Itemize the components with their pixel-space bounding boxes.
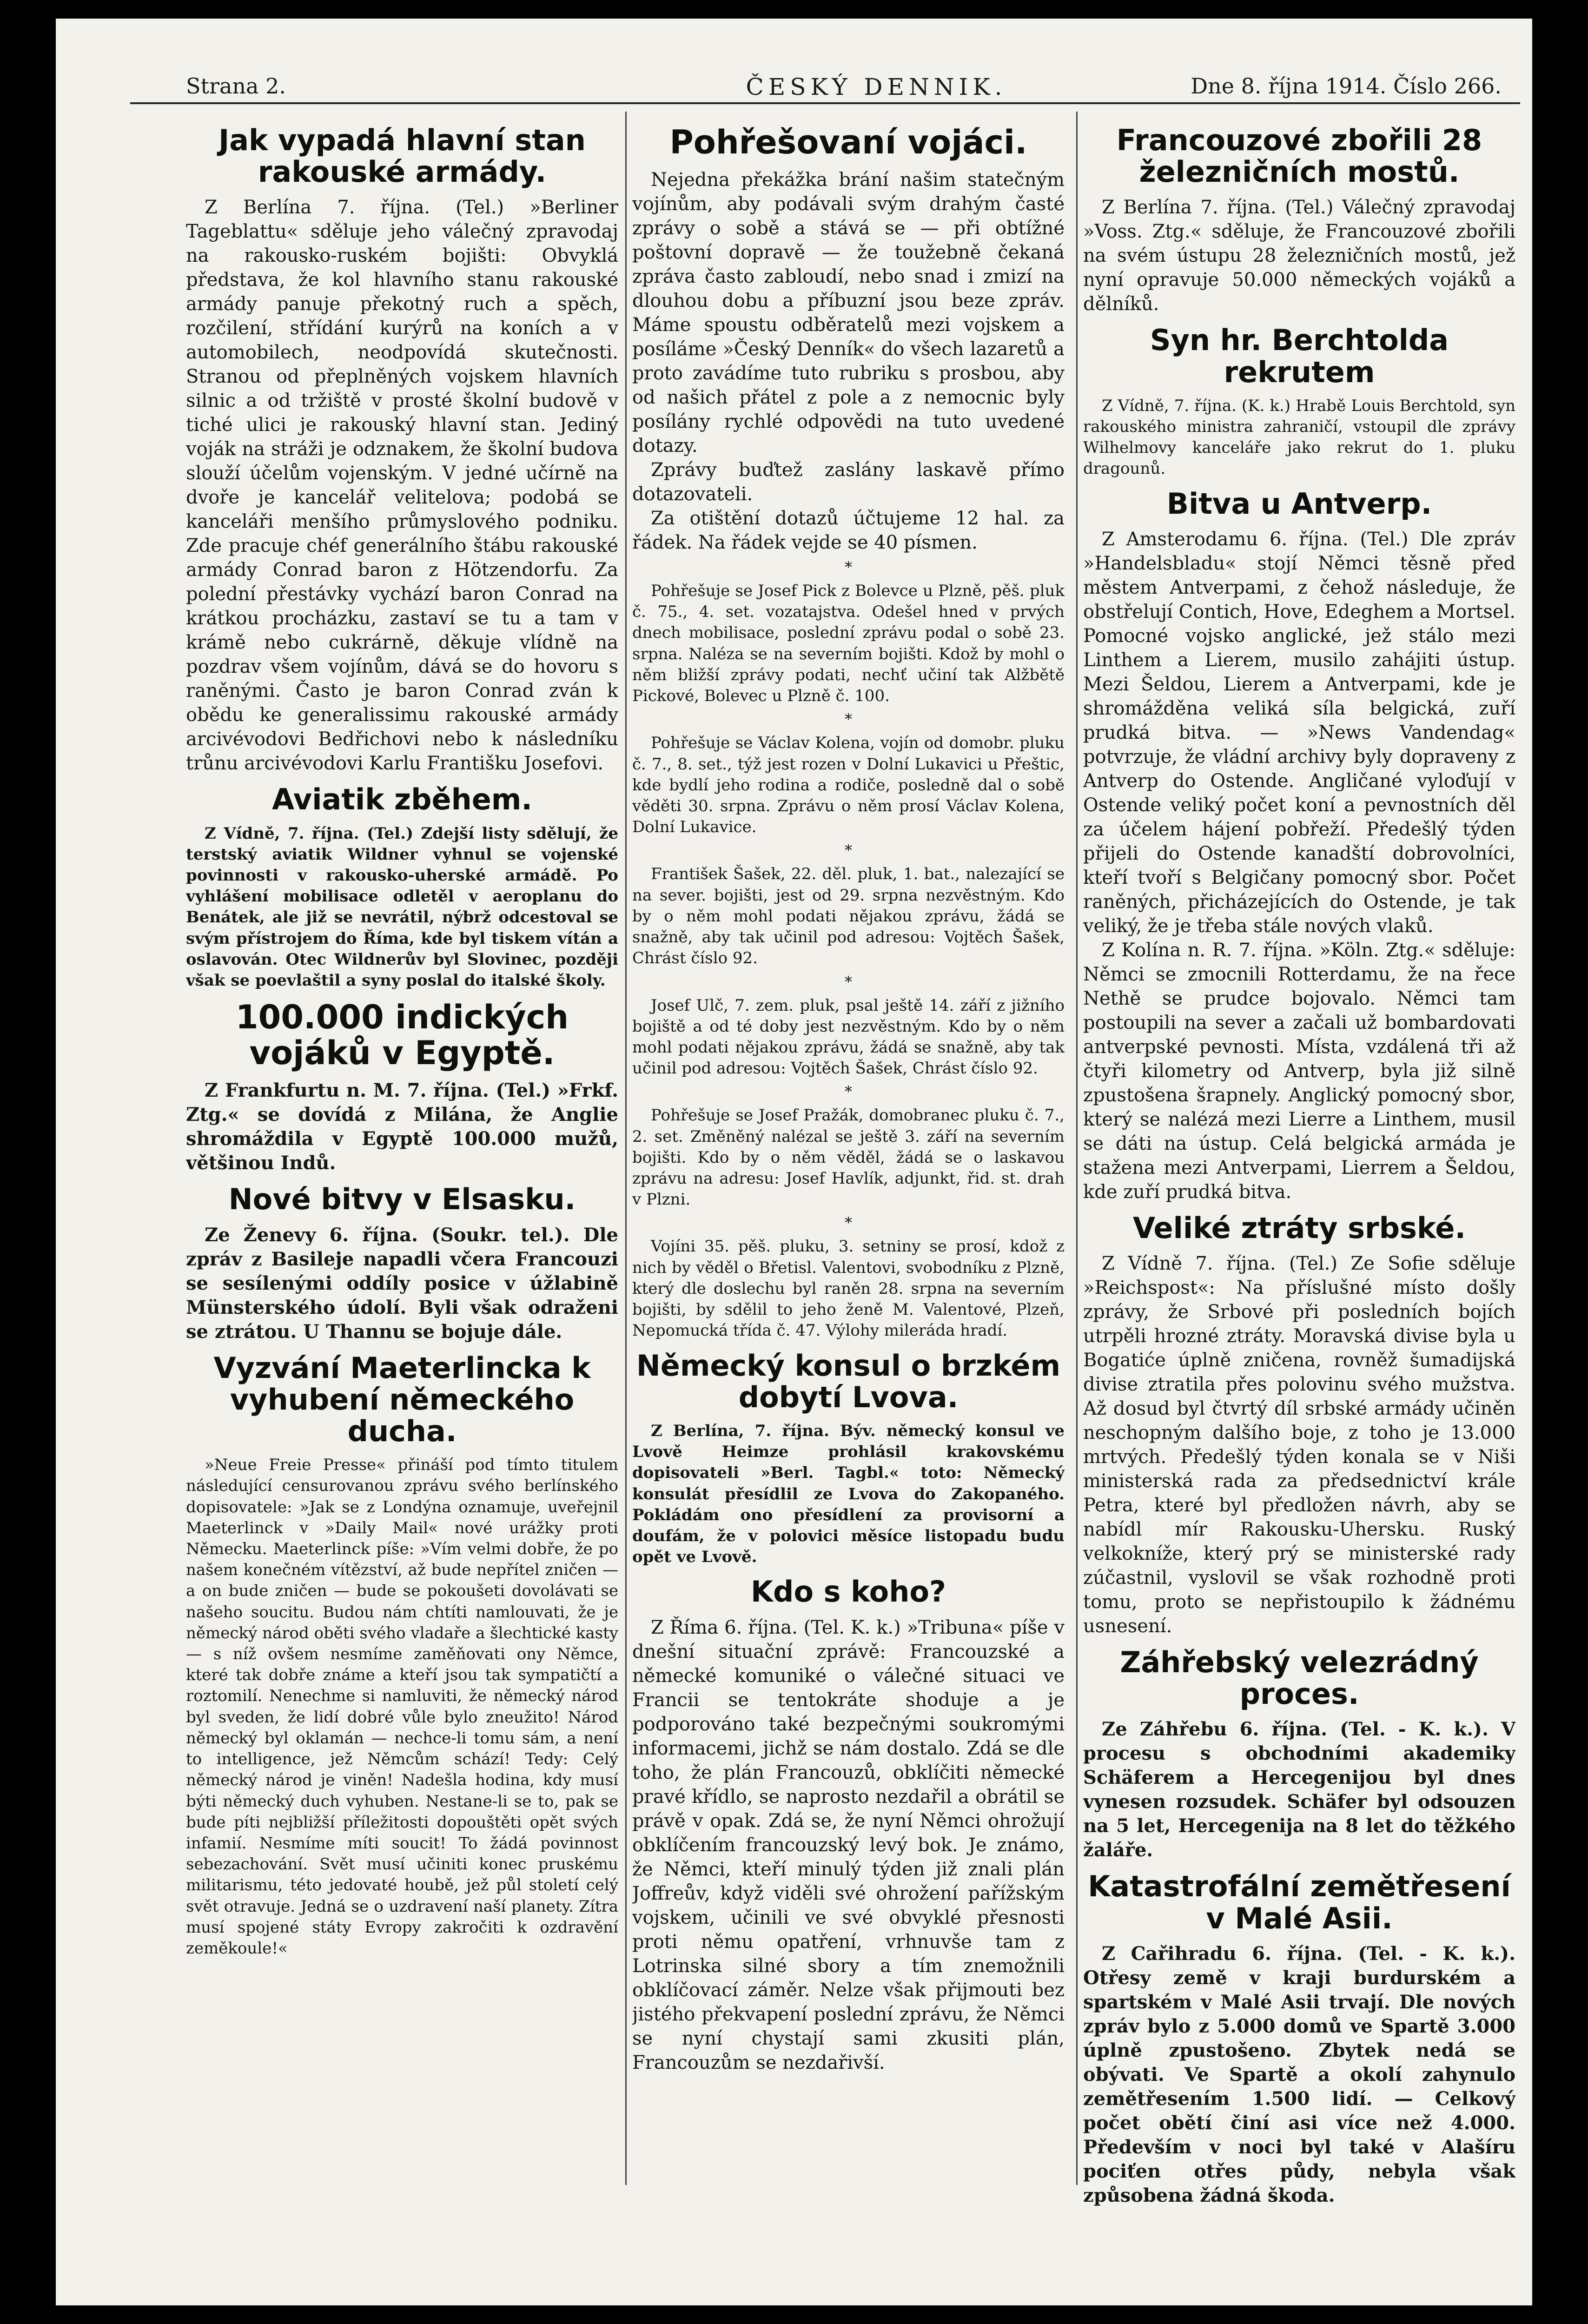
article-text: Z Cařihradu 6. října. (Tel. - K. k.). Otřesy země v kraji burdurském a spartském v Malé Asii trvají. Dle nových zpráv bylo z 5.000 domů ve Spartě 3.000 úplně zpustošeno. Zbytek nedá se obývati. Ve Spartě a okolí zahynulo zemětřesením 1.500 lidí. — Celkový počet obětí činí asi více než 4.000. Především v noci byl také v Alašíru pociťen otřes půdy, nebyla však způsobena žádná škoda.	[1083, 1942, 1515, 2206]
separator-star: *	[845, 973, 852, 991]
separator-star: *	[845, 1083, 852, 1101]
headline: Vyzvání Maeterlincka k vyhubení německého ducha.	[213, 1351, 591, 1448]
headline: Německý konsul o brzkém dobytí Lvova.	[636, 1348, 1061, 1414]
separator-star: *	[845, 841, 852, 860]
column-divider	[1076, 112, 1078, 2185]
headline: Nové bitvy v Elsasku.	[228, 1182, 576, 1217]
headline: Pohřešovaní vojáci.	[669, 123, 1027, 161]
separator-star: *	[845, 558, 852, 576]
notice-text: Josef Ulč, 7. zem. pluk, psal ještě 14. září z jižního bojiště a od té doby jest nezvěstným. Kdo by o něm mohl podati nějakou zprávu, žádá se snažně, aby tak učinil pod adresou: Vojtěch Šašek, Chrást číslo 92.	[632, 996, 1065, 1078]
article-text: Z Frankfurtu n. M. 7. října. (Tel.) »Frkf. Ztg.« se dovídá z Milána, že Anglie shromáždila v Egyptě 100.000 mužů, většinou Indů.	[186, 1079, 618, 1174]
notice-text: Pohřešuje se Josef Pražák, domobranec pluku č. 7., 2. set. Změněný nalézal se ještě 3. září na severním bojišti. Kdo by o něm věděl, žádá se o laskavou zprávu na adresu: Josef Havlík, adjunkt, řid. st. drah v Plzni.	[632, 1106, 1065, 1209]
headline: Katastrofální zemětřesení v Malé Asii.	[1088, 1869, 1511, 1935]
notice-text: Pohřešuje se Václav Kolena, vojín od domobr. pluku č. 7., 8. set., týž jest rozen v Dolní Lukavici u Přeštic, kde bydlí jeho rodina a rodiče, posledně dal o sobě věděti 30. srpna. Zprávu o něm prosí Václav Kolena, Dolní Lukavice.	[632, 734, 1065, 837]
article-text: Ze Záhřebu 6. října. (Tel. - K. k.). V procesu s obchodními akademiky Schäferem a Hercegenijou byl dnes vynesen rozsudek. Schäfer byl odsouzen na 5 let, Hercegenija na 8 let do těžkého žaláře.	[1083, 1718, 1515, 1861]
article-text: »Neue Freie Presse« přináší pod tímto titulem následující censurovanou zprávu svého berlínského dopisovatele: »Jak se z Londýna oznamuje, uveřejnil Maeterlinck v »Daily Mail« nové urážky proti Německu. Maeterlinck píše: »Vím velmi dobře, že po našem konečném vítězství, až bude nepřítel zničen — a on bude zničen — bude se pokoušeti dovolávati se našeho soucitu. Budou nám chtíti namlouvati, že je německý národ oběti svého vladaře a šlechtické kasty — s níž ovšem nesmíme zaměňovati ony Němce, které tak dobře známe a kteří jsou tak sympatičtí a roztomilí. Nenechme si namluviti, že německý národ byl sveden, že lidí dobré vůle bylo zneužito! Národ německý byl oklamán — nechce-li tomu sám, a není to intelligence, jež Němcům schází! Tedy: Celý německý národ je viněn! Nadešla hodina, kdy musí býti německý duch vyhuben. Nestane-li se to, pak se bude píti nejbližší příležitosti dopouštěti opět svých infamií. Nesmíme míti soucit! To žádá povinnost sebezachování. Svět musí učiniti konec pruskému militarismu, této jedovaté houbě, jež půl století celý svět otravuje. Jedná se o uzdravení naší planety. Zítra musí spojené státy Evropy zakročiti k ozdravění zeměkoule!«	[186, 1456, 618, 1958]
article-text: Nejedna překážka brání našim statečným vojínům, aby podávali svým drahým časté zprávy o sobě a stává se — při obtížné poštovní dopravě — že toužebně čekaná zpráva často zabloudí, nebo snad i zmizí na dlouhou dobu a příbuzní jsou beze zpráv. Máme spoustu odběratelů mezi vojskem a posíláme »Český Denník« do všech lazaretů a proto zavádíme tuto rubriku s prosbou, aby od našich přátel z pole a z nemocnic byly posílány rychlé odpovědi na tuto uvedené dotazy.	[632, 169, 1065, 457]
headline: Záhřebský velezrádný proces.	[1120, 1645, 1479, 1711]
article-text: Z Amsterodamu 6. října. (Tel.) Dle zpráv »Handelsbladu« stojí Němci těsně před městem Antverpami, z čehož následuje, že obstřelují Contich, Hove, Edeghem a Mortsel. Pomocné vojsko anglické, jež stálo mezi Linthem a Lierem, musilo zahájiti ústup. Mezi Šeldou, Lierem a Antverpami, kde je shromážděna veliká síla belgická, zuří prudká bitva. — »News Vandendag« potvrzuje, že vládní archivy byly dopraveny z Antverp do Ostende. Angličané vyloďují v Ostende veliký počet koní a pevnostních děl za účelem hájení pobřeží. Předešlý týden přijeli do Ostende kanadští dobrovolníci, kteří tvoří s Belgičany pomocný sbor. Počet raněných, přicházejících do Ostende, je tak veliký, že je třeba stále nových vlaků.	[1083, 528, 1515, 937]
separator-star: *	[845, 1214, 852, 1232]
article-text: Z Říma 6. října. (Tel. K. k.) »Tribuna« píše v dnešní situační zprávě: Francouzské a německé komuniké o válečné situaci ve Francii se tentokráte shoduje a je podporováno také bezpečnými soukromými informacemi, jichž se nám dostalo. Zdá se dle toho, že plán Francouzů, obklíčiti německé pravé křídlo, se naprosto nezdařil a obrátil se právě v opak. Zdá se, že nyní Němci ohrožují obklíčením francouzský levý bok. Je známo, že Němci, kteří minulý týden již znali plán Joffreův, když viděli své ohrožení pařížským vojskem, učinili ve své obvyklé přesnosti proti němu opatření, vrhnuvše tam z Lotrinska silné sbory a tím znemožnili obklíčovací záměr. Nelze však přijmouti bez jistého překvapení poslední zprávu, že Němci se nyní chystají sami zkusiti plán, Francouzům se nezdařivší.	[632, 1616, 1065, 2073]
article-text: Z Kolína n. R. 7. října. »Köln. Ztg.« sděluje: Němci se zmocnili Rotterdamu, že na řece Nethě se prudce bojovalo. Němci tam postoupili na sever a začali už bombardovati antverpské pevnosti. Místa, vzdálená tři až čtyři kilometry od Antverp, byla již silně zpustošena šrapnely. Anglický pomocný sbor, který se nalézá mezi Lierre a Linthem, musil se dáti na ústup. Celá belgická armáda je stažena mezi Antverpami, Lierrem a Šeldou, kde zuří prudká bitva.	[1083, 939, 1515, 1203]
notice-text: Vojíni 35. pěš. pluku, 3. setniny se prosí, kdož z nich by věděl o Břetisl. Valentovi, svobodníku z Plzně, který dle doslechu byl raněn 28. srpna na severním bojišti, by sdělil to jeho ženě M. Valentové, Plzeň, Nepomucká třída č. 47. Výlohy mileráda hradí.	[632, 1237, 1065, 1340]
column-right	[1083, 116, 1515, 2218]
article-text: Z Berlína, 7. října. Býv. německý konsul ve Lvově Heimze prohlásil krakovskému dopisovateli »Berl. Tagbl.« toto: Německý konsulát přesídlil ze Lvova do Zakopaného. Pokládám ono přesídlení za provisorní a doufám, že v polovici měsíce listopadu budu opět ve Lvově.	[632, 1421, 1065, 1567]
separator-star: *	[845, 710, 852, 728]
page-header	[130, 60, 1520, 104]
article-text: Zprávy buďtež zaslány laskavě přímo dotazovateli.	[632, 459, 1065, 505]
headline: Syn hr. Berchtolda rekrutem	[1150, 323, 1449, 389]
article-text: Z Vídně 7. října. (Tel.) Ze Sofie sděluje »Reichspost«: Na příslušné místo došly zprávy, že Srbové při posledních bojích utrpěli hrozné ztráty. Moravská divise byla u Bogatiće úplně zničena, rovněž šumadijská divise ztratila přes polovinu svého mužstva. Až dosud byl čtvrtý díl srbské armády učiněn neschopným dalšího boje, z toho je 13.000 mrtvých. Předešlý týden konala se v Niši ministerská rada za předsednictví krále Petra, které byl předložen návrh, aby se nabídl mír Rakousku-Uhersku. Ruský velkokníže, který prý se ministerské rady zúčastnil, vyslovil se však rozhodně proti tomu, proto se nepřistoupilo k žádnému usnesení.	[1083, 1253, 1515, 1637]
headline: Jak vypadá hlavní stan rakouské armády.	[218, 123, 586, 189]
headline: Aviatik zběhem.	[272, 782, 532, 817]
article-text: Z Vídně, 7. října. (K. k.) Hrabě Louis Berchtold, syn rakouského ministra zahraničí, vstoupil dle zprávy Wilhelmovy kanceláře jako rekrut do 1. pluku dragounů.	[1083, 396, 1515, 478]
article-text: Z Berlína 7. října. (Tel.) »Berliner Tageblattu« sděluje jeho válečný zpravodaj na rakousko-ruském bojišti: Obvyklá představa, že kol hlavního stanu rakouské armády panuje překotný ruch a spěch, rozčilení, střídání kurýrů na koních a v automobilech, neodpovídá skutečnosti. Stranou od přeplněných vojskem hlavních silnic a od tržiště v prosté školní budově v tiché ulici je rakouský hlavní stan. Jediný voják na stráži je odznakem, že školní budova slouží účelům vojenským. V jedné učírně na dvoře je kancelář velitelova; podobá se kanceláři menšího průmyslového podniku. Zde pracuje chéf generálního štábu rakouské armády Conrad baron z Hötzendorfu. Za polední přestávky vychází baron Conrad na krátkou procházku, zastaví se tu a tam v krámě nebo cukrárně, děkuje vlídně na pozdrav všem vojínům, dává se do hovoru s raněnými. Často je baron Conrad zván k obědu ke generalissimu rakouské armády arcivévodovi Bedřichovi nebo k následníku trůnu arcivévodovi Karlu Františku Josefovi.	[186, 197, 618, 775]
column-divider	[625, 112, 627, 2185]
headline: 100.000 indických vojáků v Egyptě.	[235, 998, 569, 1073]
article-text: Za otištění dotazů účtujeme 12 hal. za řádek. Na řádek vejde se 40 písmen.	[632, 508, 1065, 553]
headline: Francouzové zbořili 28 železničních mostů.	[1116, 123, 1482, 189]
issue-date: Dne 8. října 1914. Číslo 266.	[1191, 73, 1502, 99]
column-left	[186, 116, 618, 2218]
article-text: Z Vídně, 7. října. (Tel.) Zdejší listy sdělují, že terstský aviatik Wildner vyhnul se vojenské povinnosti v rakousko-uherské armádě. Po vyhlášení mobilisace odletěl v aeroplanu do Benátek, ale již se nevrátil, nýbrž odcestoval se svým přístrojem do Říma, kde byl tiskem vítán a oslavován. Otec Wildnerův byl Slovinec, později však se poevlaštil a syny poslal do italské školy.	[186, 824, 618, 990]
page-number: Strana 2.	[186, 73, 286, 99]
newspaper-title: ČESKÝ DENNIK.	[746, 73, 1007, 100]
notice-text: František Šašek, 22. děl. pluk, 1. bat., nalezající se na sever. bojišti, jest od 29. srpna nezvěstným. Kdo by o něm mohl podati nějakou zprávu, žádá se snažně, aby tak učinil pod adresou: Vojtěch Šašek, Chrást číslo 92.	[632, 865, 1065, 968]
column-middle	[632, 116, 1065, 2218]
headline: Kdo s koho?	[751, 1575, 946, 1609]
notice-text: Pohřešuje se Josef Pick z Bolevce u Plzně, pěš. pluk č. 75., 4. set. vozatajstva. Odešel hned v prvých dnech mobilisace, poslední zprávu podal o sobě 23. srpna. Naléza se na severním bojišti. Kdož by mohl o něm bližší zprávy podati, nechť učiní tak Alžbětě Pickové, Bolevec u Plzně č. 100.	[632, 582, 1065, 706]
article-text: Ze Ženevy 6. října. (Soukr. tel.). Dle zpráv z Basileje napadli včera Francouzi se sesílenými oddíly posice v úžlabině Münsterského údolí. Byli však odraženi se ztrátou. U Thannu se bojuje dále.	[186, 1224, 618, 1343]
article-text: Z Berlína 7. října. (Tel.) Válečný zpravodaj »Voss. Ztg.« sděluje, že Francouzové zbořili na svém ústupu 28 železničních mostů, jež nyní opravuje 50.000 německých vojáků a dělníků.	[1083, 197, 1515, 315]
headline: Bitva u Antverp.	[1166, 486, 1432, 521]
headline: Veliké ztráty srbské.	[1132, 1211, 1466, 1245]
